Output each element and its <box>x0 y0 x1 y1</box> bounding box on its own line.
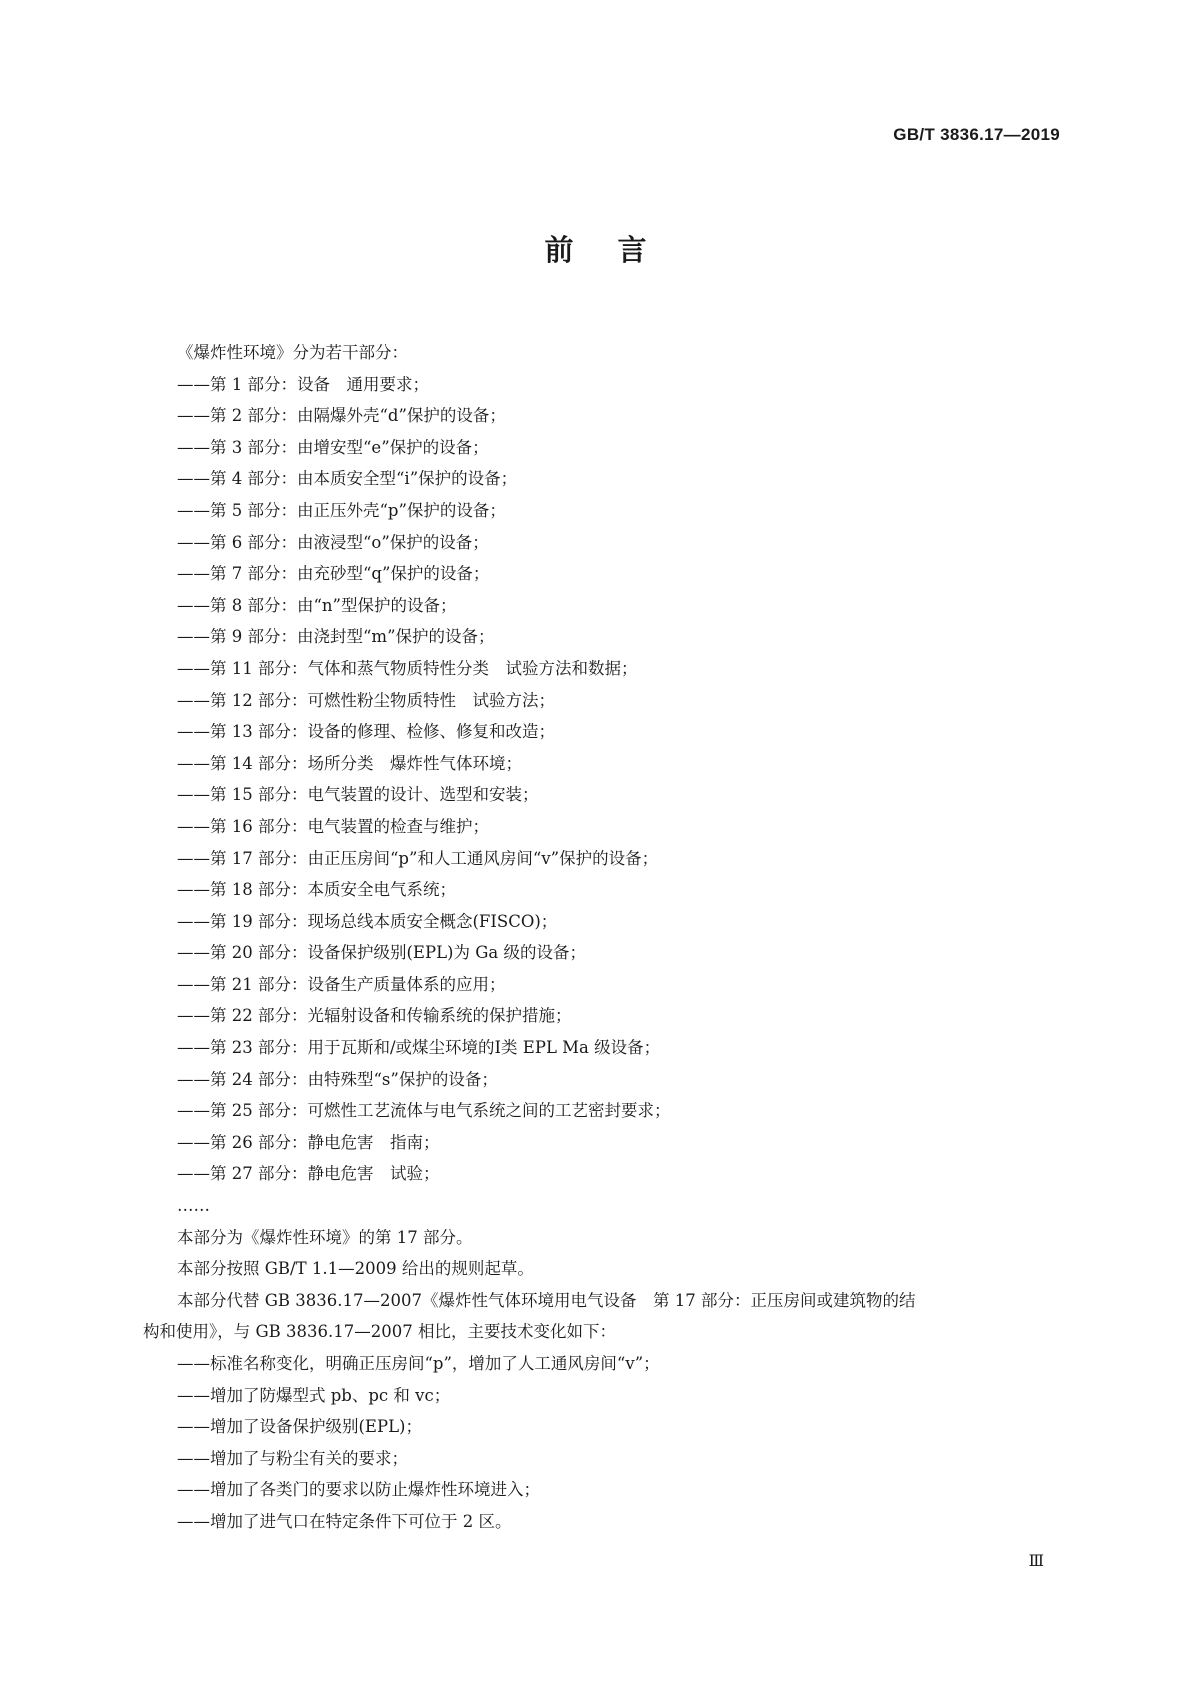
list-item: ——第 4 部分：由本质安全型“i”保护的设备； <box>177 469 518 489</box>
foreword-body <box>143 337 1057 1538</box>
list-item: ——第 23 部分：用于瓦斯和/或煤尘环境的Ⅰ类 EPL Ma 级设备； <box>177 1038 661 1058</box>
list-item: ——第 20 部分：设备保护级别(EPL)为 Ga 级的设备； <box>177 943 586 963</box>
list-item: ——第 16 部分：电气装置的检查与维护； <box>177 816 489 836</box>
list-item: ——第 26 部分：静电危害 指南； <box>177 1132 440 1152</box>
list-item: ——第 17 部分：由正压房间“p”和人工通风房间“v”保护的设备； <box>177 848 659 868</box>
list-item: ——第 9 部分：由浇封型“m”保护的设备； <box>177 627 495 647</box>
list-item: ——第 1 部分：设备 通用要求； <box>177 374 429 394</box>
list-item: ——第 8 部分：由“n”型保护的设备； <box>177 595 457 615</box>
ellipsis: …… <box>177 1196 210 1216</box>
list-item: ——第 24 部分：由特殊型“s”保护的设备； <box>177 1069 498 1089</box>
list-item: ——第 21 部分：设备生产质量体系的应用； <box>177 974 506 994</box>
list-item: ——增加了防爆型式 pb、pc 和 vc； <box>177 1385 451 1405</box>
list-item: ——第 13 部分：设备的修理、检修、修复和改造； <box>177 722 555 742</box>
standard-code: GB/T 3836.17—2019 <box>893 125 1060 144</box>
list-item: ——第 25 部分：可燃性工艺流体与电气系统之间的工艺密封要求； <box>177 1101 671 1121</box>
list-item: ——第 3 部分：由增安型“e”保护的设备； <box>177 437 489 457</box>
changes-list <box>177 1348 1057 1538</box>
list-item: ——第 6 部分：由液浸型“o”保护的设备； <box>177 532 489 552</box>
list-item: ——标准名称变化，明确正压房间“p”，增加了人工通风房间“v”； <box>177 1354 660 1373</box>
list-item: ——第 15 部分：电气装置的设计、选型和安装； <box>177 785 539 805</box>
paragraph-replace-line2: 构和使用》，与 GB 3836.17—2007 相比，主要技术变化如下： <box>143 1322 617 1342</box>
paragraph-drafting: 本部分按照 GB/T 1.1—2009 给出的规则起草。 <box>177 1259 534 1279</box>
list-item: ——第 27 部分：静电危害 试验； <box>177 1164 440 1184</box>
list-item: ——第 18 部分：本质安全电气系统； <box>177 880 456 900</box>
list-item: ——第 2 部分：由隔爆外壳“d”保护的设备； <box>177 406 506 426</box>
page-title: 前言 <box>544 233 691 267</box>
list-item: ——第 11 部分：气体和蒸气物质特性分类 试验方法和数据； <box>177 658 638 678</box>
paragraph-replace-line1: 本部分代替 GB 3836.17—2007《爆炸性气体环境用电气设备 第 17 部分：正压房间或建筑物的结 <box>177 1290 916 1310</box>
list-item: ——第 5 部分：由正压外壳“p”保护的设备； <box>177 500 506 520</box>
page-number: Ⅲ <box>1028 1551 1044 1570</box>
list-item: ——增加了各类门的要求以防止爆炸性环境进入； <box>177 1480 540 1500</box>
list-item: ——增加了与粉尘有关的要求； <box>177 1448 408 1468</box>
list-item: ——第 7 部分：由充砂型“q”保护的设备； <box>177 564 490 584</box>
list-item: ——第 22 部分：光辐射设备和传输系统的保护措施； <box>177 1006 572 1026</box>
list-item: ——增加了设备保护级别(EPL)； <box>177 1417 422 1437</box>
list-item: ——第 19 部分：现场总线本质安全概念(FISCO)； <box>177 911 558 931</box>
list-item: ——第 14 部分：场所分类 爆炸性气体环境； <box>177 753 522 773</box>
list-item: ——增加了进气口在特定条件下可位于 2 区。 <box>177 1511 512 1531</box>
parts-list <box>177 369 1057 1190</box>
intro-line: 《爆炸性环境》分为若干部分： <box>177 343 408 362</box>
list-item: ——第 12 部分：可燃性粉尘物质特性 试验方法； <box>177 690 555 710</box>
paragraph-this-part: 本部分为《爆炸性环境》的第 17 部分。 <box>177 1227 473 1247</box>
